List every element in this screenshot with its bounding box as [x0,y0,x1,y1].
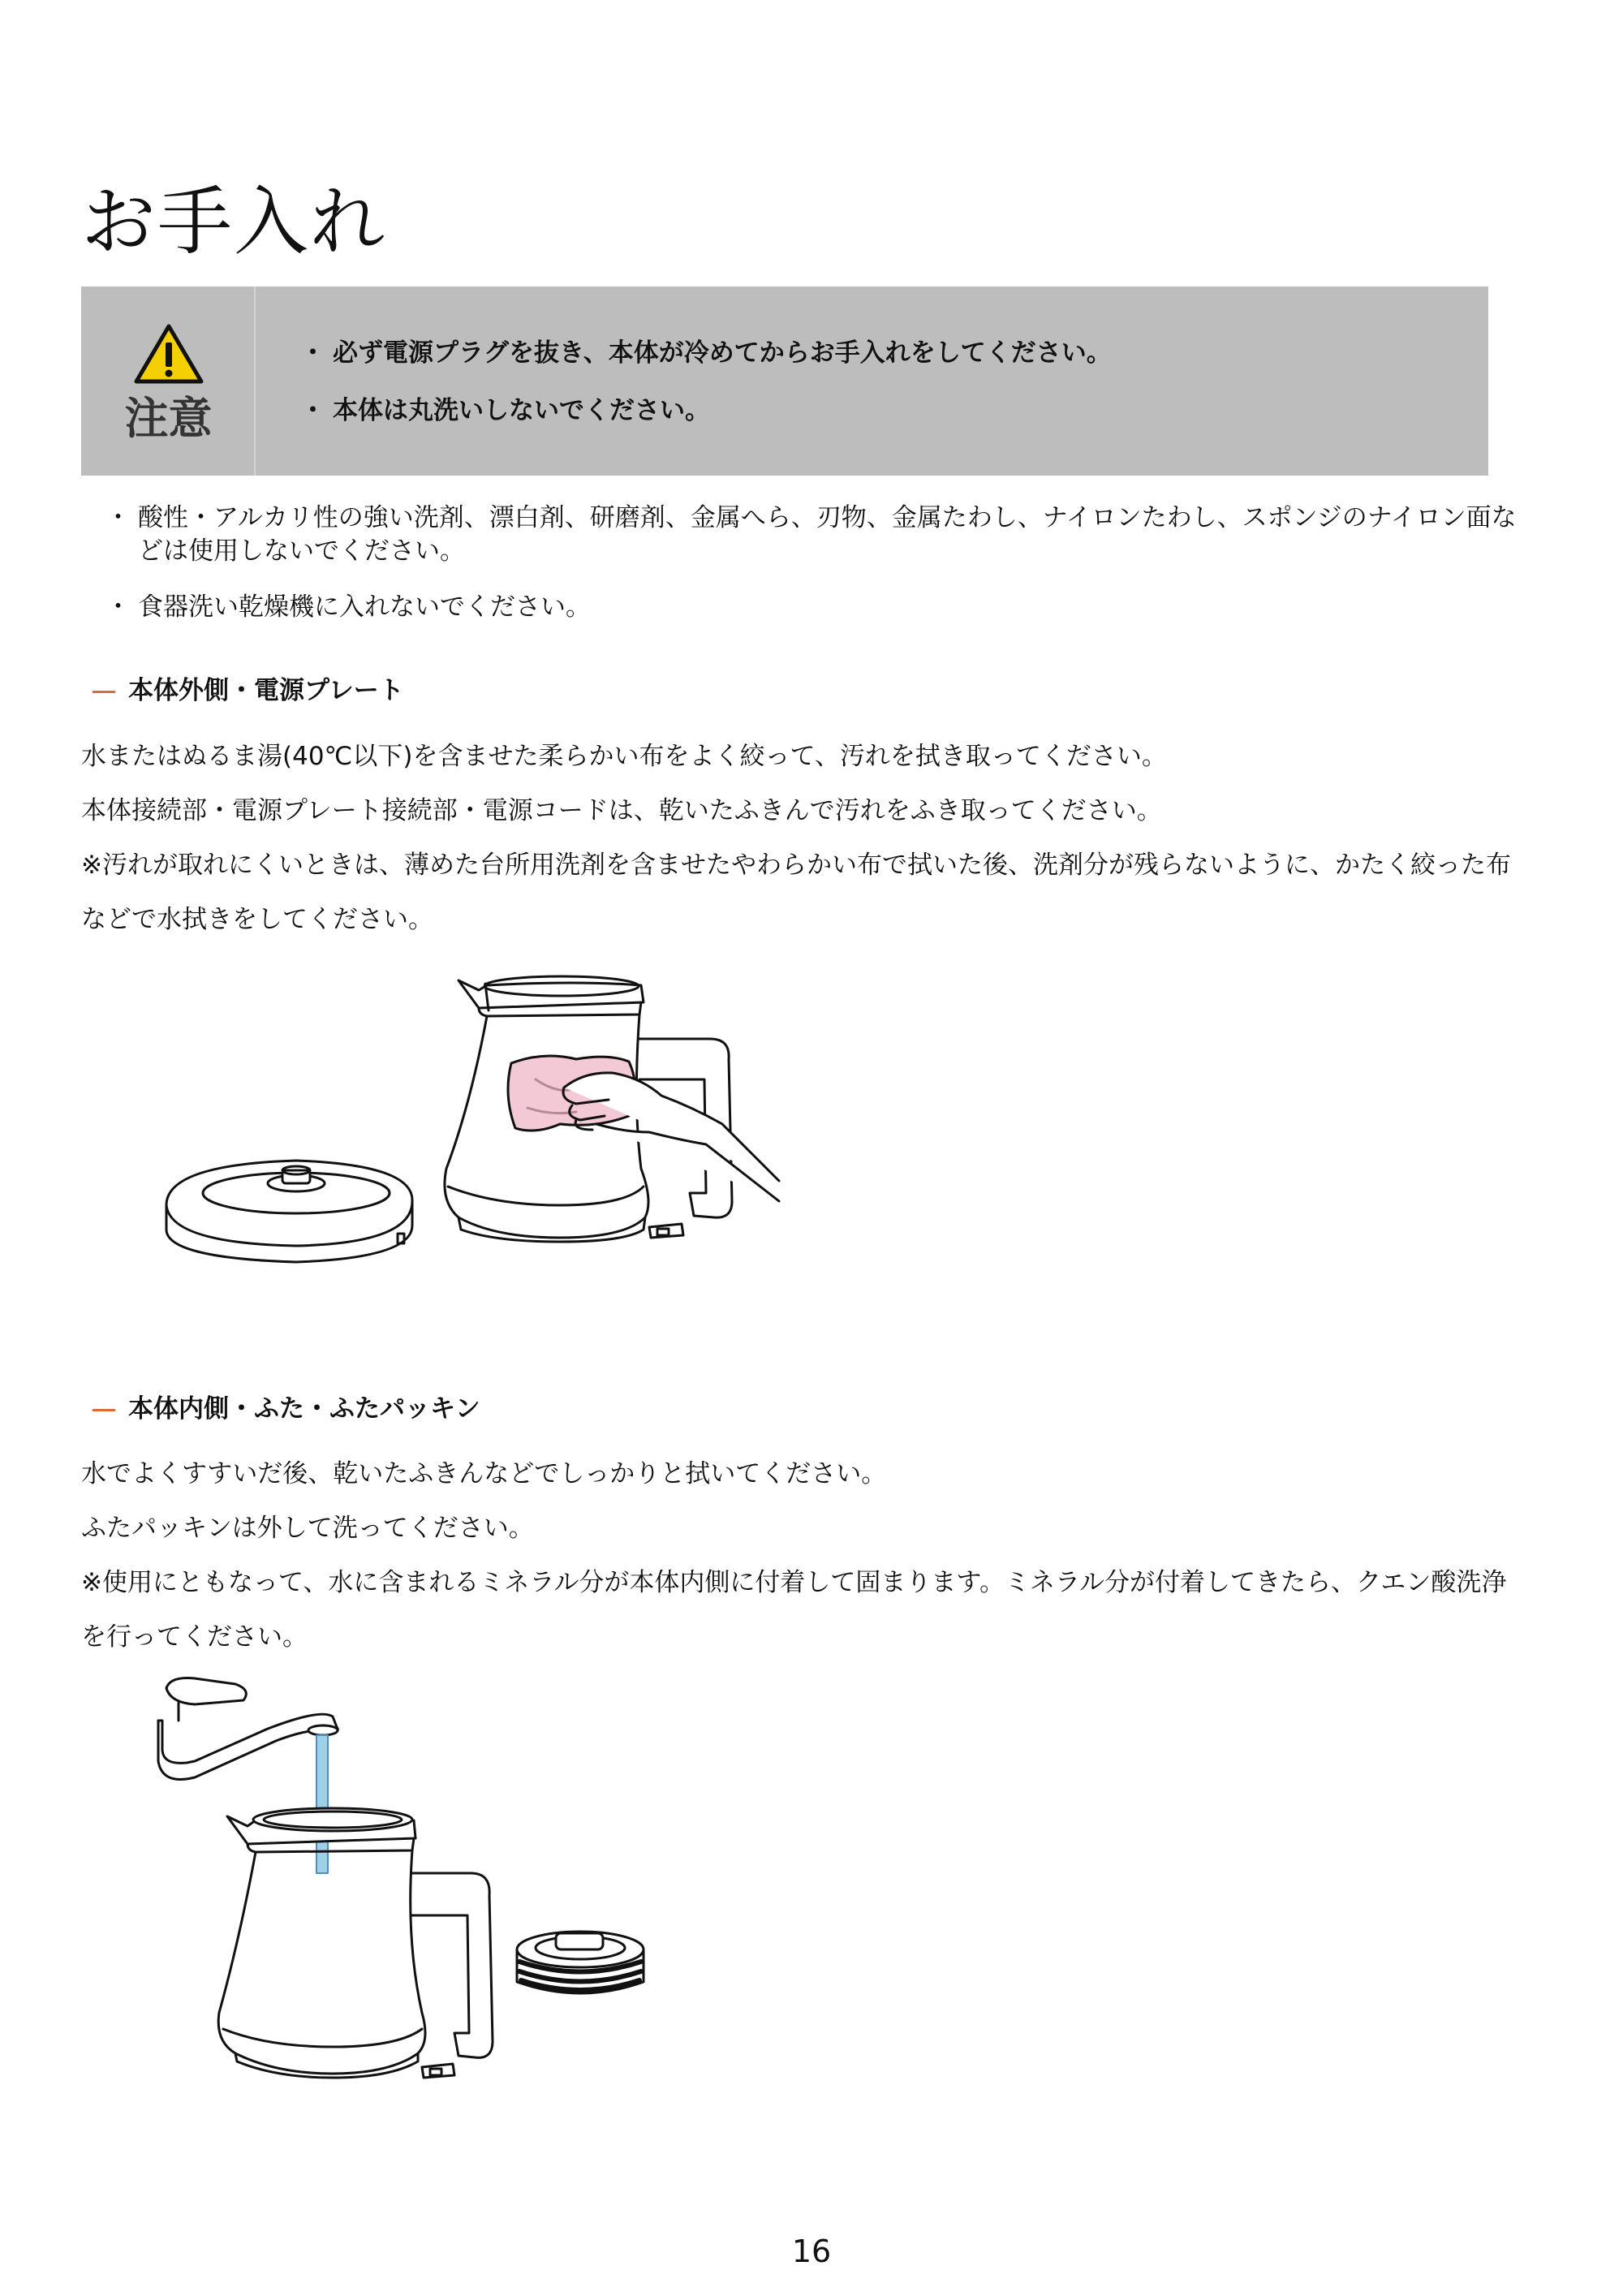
caution-item: ・ 必ず電源プラグを抜き、本体が冷めてからお手入れをしてください。 [300,335,1112,371]
section-heading-text: 本体外側・電源プレート [128,676,404,705]
caution-box [81,286,1488,476]
caution-item: ・ 本体は丸洗いしないでください。 [300,393,1112,429]
section-paragraph: 水またはぬるま湯(40℃以下)を含ませた柔らかい布をよく絞って、汚れを拭き取ってください。 [81,742,1167,771]
section-paragraph: 本体接続部・電源プレート接続部・電源コードは、乾いたふきんで汚れをふき取ってください。 [81,796,1162,825]
section-paragraph: 水でよくすすいだ後、乾いたふきんなどでしっかりと拭いてください。 [81,1459,887,1488]
faucet-icon [158,1678,338,1780]
warning-triangle-icon [133,323,204,385]
power-plate-icon [166,1161,412,1262]
section-heading-interior [81,1388,480,1424]
page-title: お手入れ [81,179,387,265]
heading-dash-icon [93,691,115,693]
section-heading-exterior [81,670,404,706]
general-note-item: ・ 酸性・アルカリ性の強い洗剤、漂白剤、研磨剤、金属へら、刃物、金属たわし、ナイロンたわし、スポンジのナイロン面などは使用しないでください。 [105,502,1534,568]
kettle-body-icon [218,1808,493,2078]
caution-icon-cell [81,286,256,476]
page-number: 16 [791,2234,832,2269]
caution-list [300,335,1112,450]
lid-icon [517,1932,644,1993]
heading-dash-icon [93,1409,115,1411]
hand-icon [564,1073,779,1201]
kettle-wiping-illustration [154,958,803,1282]
section-paragraph: ふたパッキンは外して洗ってください。 [81,1514,534,1543]
section-paragraph: ※使用にともなって、水に含まれるミネラル分が本体内側に付着して固まります。ミネラル分が付着してきたら、クエン酸洗浄を行ってください。 [81,1568,1507,1652]
section-paragraph: ※汚れが取れにくいときは、薄めた台所用洗剤を含ませたやわらかい布で拭いた後、洗剤分が残らないように、かたく絞った布などで水拭きをしてください。 [81,851,1511,934]
kettle-rinsing-illustration [146,1672,714,2110]
general-notes-list [105,502,1534,647]
caution-label: 注意 [124,393,213,444]
section-heading-text: 本体内側・ふた・ふたパッキン [128,1394,480,1424]
general-note-item: ・ 食器洗い乾燥機に入れないでください。 [105,591,1534,624]
